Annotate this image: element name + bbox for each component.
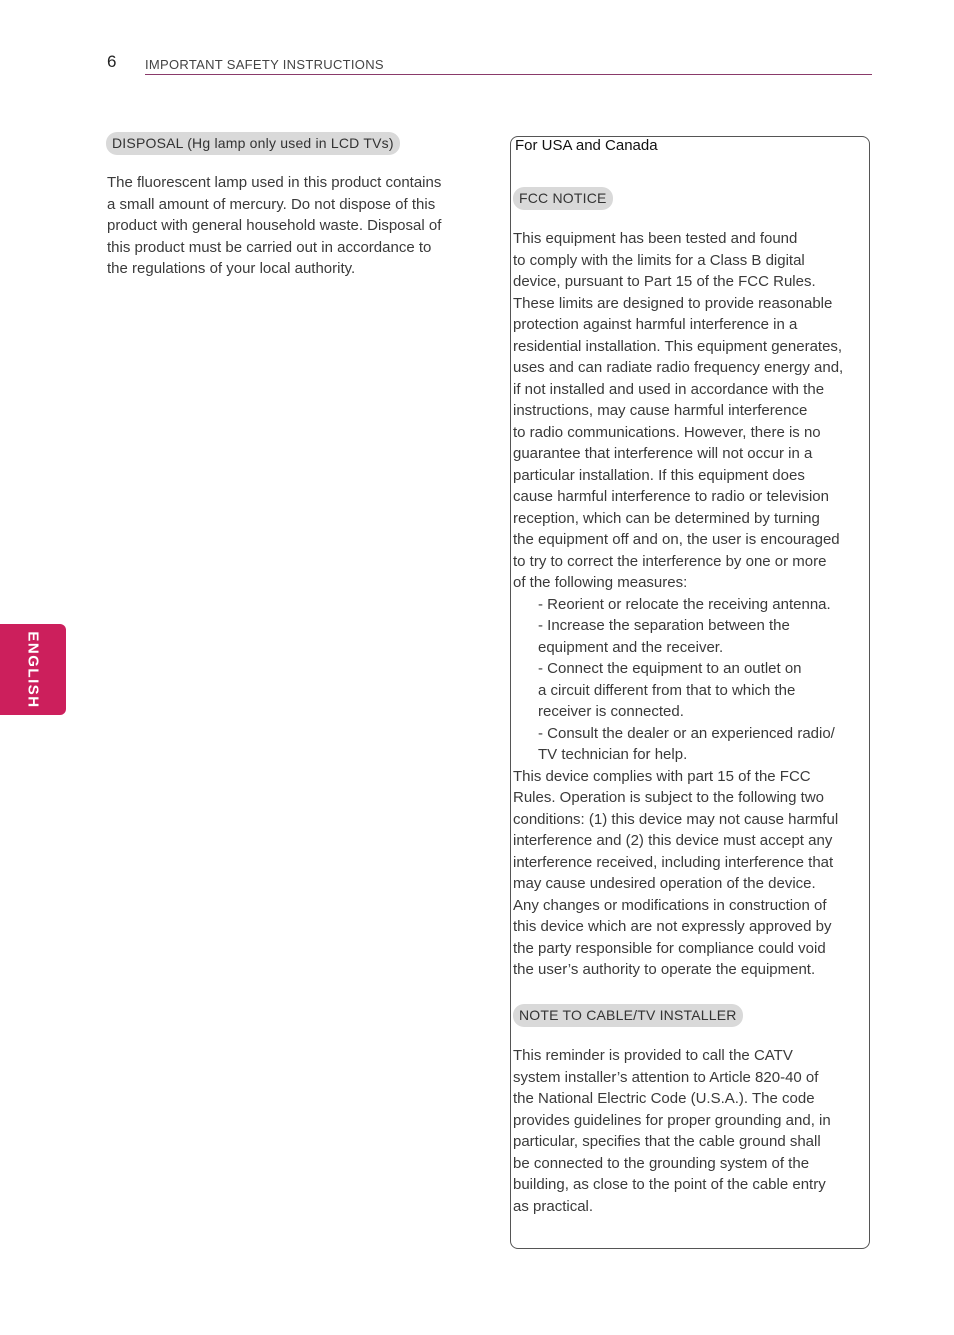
header-title: IMPORTANT SAFETY INSTRUCTIONS (145, 57, 384, 72)
measure-line: equipment and the receiver. (538, 638, 724, 656)
disposal-line: product with general household waste. Disposal of (107, 217, 442, 234)
text-line: of the following measures: (513, 574, 688, 591)
measure-line: a circuit different from that to which the (538, 681, 796, 699)
box-title: For USA and Canada (515, 137, 658, 154)
measure-line: - Consult the dealer or an experienced radio/ (538, 724, 835, 742)
text-line: to comply with the limits for a Class B digital (513, 251, 805, 269)
text-line: system installer’s attention to Article 820-40 of (513, 1068, 819, 1086)
text-line: the user’s authority to operate the equipment. (513, 961, 816, 978)
text-line: to try to correct the interference by one or more (513, 552, 827, 570)
measure-line: - Connect the equipment to an outlet on (538, 660, 802, 677)
language-tab (0, 624, 66, 715)
fcc-notice-heading: FCC NOTICE (513, 187, 613, 210)
disposal-line: The fluorescent lamp used in this product contains (107, 174, 442, 191)
text-line: may cause undesired operation of the device. (513, 875, 816, 892)
text-line: interference and (2) this device must accept any (513, 832, 833, 849)
text-line: This equipment has been tested and found (513, 230, 798, 247)
text-line: if not installed and used in accordance with the (513, 380, 825, 398)
text-line: guarantee that interference will not occur in a (513, 445, 813, 462)
fcc-paragraph (513, 228, 870, 981)
page-number: 6 (107, 52, 117, 71)
measure-line: TV technician for help. (538, 746, 688, 763)
text-line: cause harmful interference to radio or television (513, 488, 829, 505)
text-line: device, pursuant to Part 15 of the FCC Rules. (513, 273, 816, 290)
language-tab-label: ENGLISH (24, 630, 42, 709)
text-line: to radio communications. However, there is no (513, 423, 821, 441)
text-line: as practical. (513, 1197, 594, 1215)
text-line: protection against harmful interference in a (513, 316, 798, 333)
text-line: interference received, including interference that (513, 853, 834, 871)
measure-line: receiver is connected. (538, 703, 684, 720)
text-line: provides guidelines for proper grounding and, in (513, 1111, 831, 1129)
disposal-heading: DISPOSAL (Hg lamp only used in LCD TVs) (106, 132, 400, 155)
text-line: These limits are designed to provide reasonable (513, 294, 833, 312)
text-line: the National Electric Code (U.S.A.). The code (513, 1090, 815, 1107)
cable-installer-heading: NOTE TO CABLE/TV INSTALLER (513, 1004, 743, 1027)
disposal-text (107, 172, 477, 280)
text-line: conditions: (1) this device may not cause harmful (513, 810, 839, 828)
text-line: reception, which can be determined by turning (513, 509, 820, 527)
text-line: building, as close to the point of the cable entry (513, 1176, 826, 1193)
measure-line: - Increase the separation between the (538, 617, 790, 634)
text-line: the party responsible for compliance could void (513, 939, 826, 957)
text-line: This device complies with part 15 of the FCC (513, 767, 811, 785)
disposal-line: the regulations of your local authority. (107, 260, 356, 277)
text-line: uses and can radiate radio frequency energy and, (513, 359, 844, 376)
cable-paragraph (513, 1045, 870, 1217)
text-line: Any changes or modifications in construction of (513, 896, 827, 914)
text-line: particular, specifies that the cable ground shall (513, 1133, 821, 1150)
header-divider (145, 74, 872, 75)
text-line: particular installation. If this equipment does (513, 466, 805, 484)
text-line: this device which are not expressly approved by (513, 918, 832, 935)
text-line: be connected to the grounding system of the (513, 1154, 810, 1172)
text-line: Rules. Operation is subject to the following two (513, 789, 824, 806)
text-line: This reminder is provided to call the CATV (513, 1047, 793, 1064)
measure-line: - Reorient or relocate the receiving antenna. (538, 595, 831, 613)
text-line: the equipment off and on, the user is encouraged (513, 531, 840, 548)
disposal-line: a small amount of mercury. Do not dispose of this (107, 195, 436, 213)
text-line: residential installation. This equipment generates, (513, 337, 843, 355)
disposal-line: this product must be carried out in accordance to (107, 238, 432, 256)
text-line: instructions, may cause harmful interference (513, 402, 808, 419)
